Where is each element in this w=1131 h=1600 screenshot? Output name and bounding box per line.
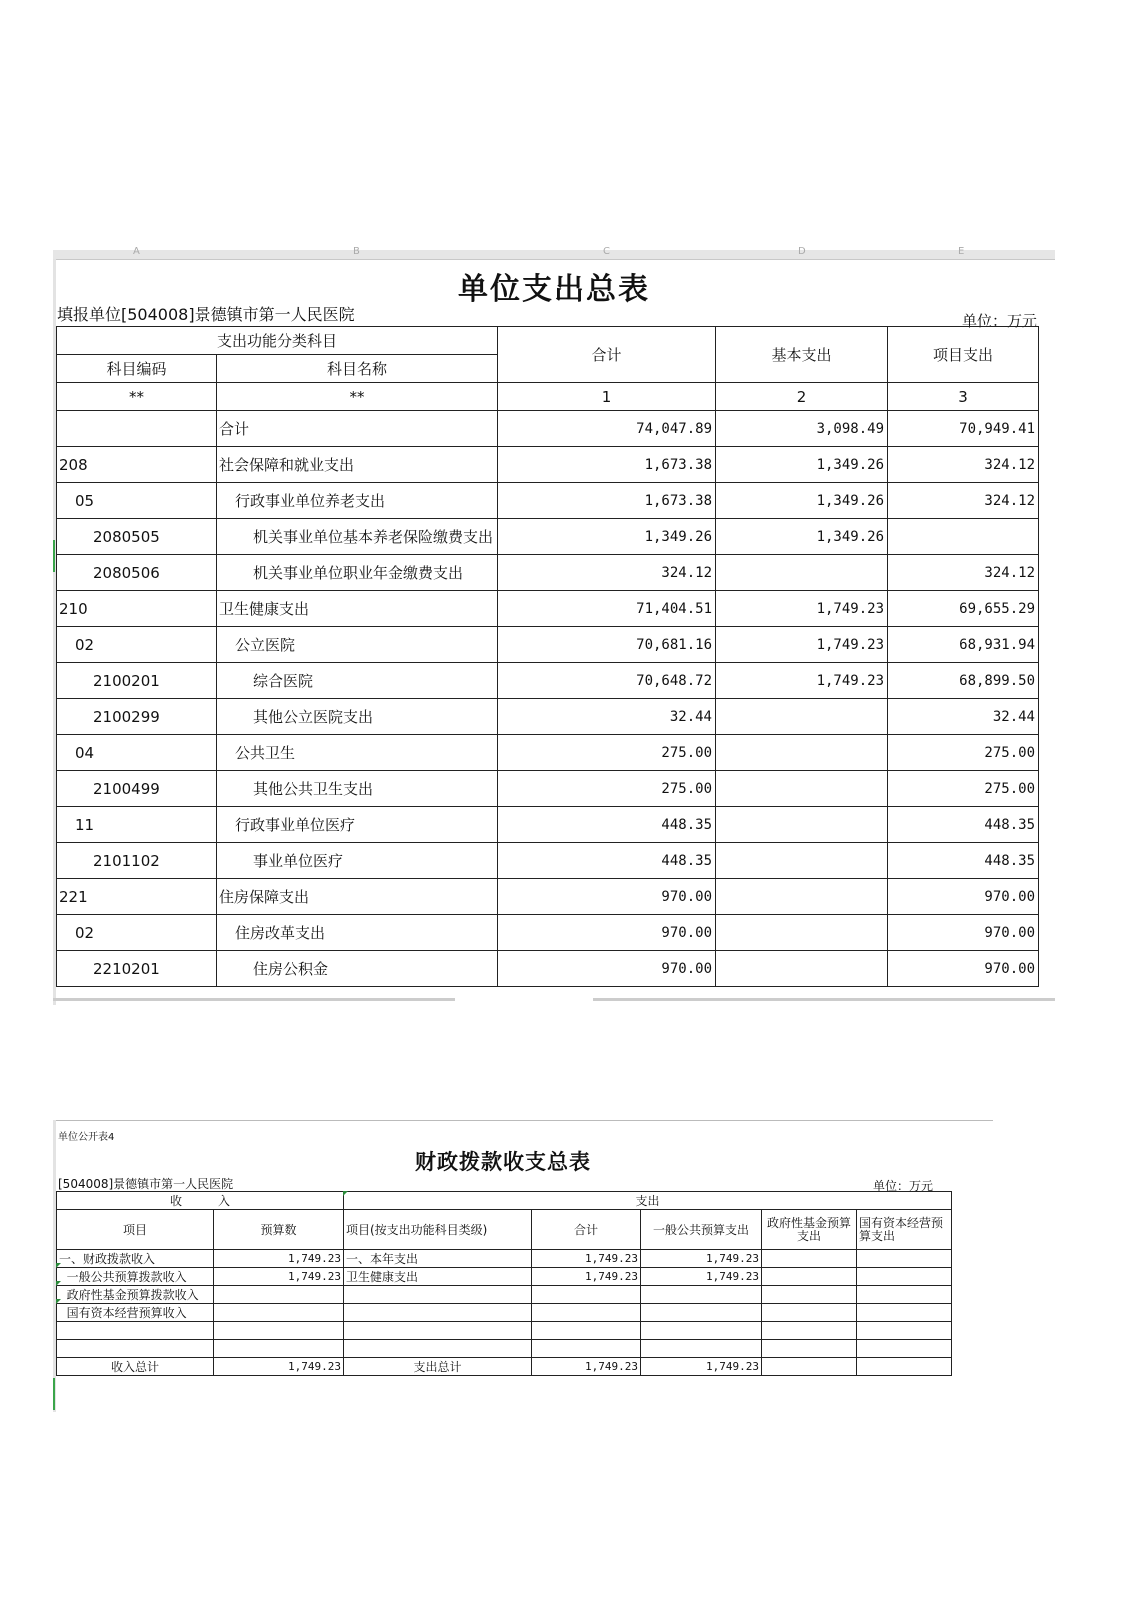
row-income-item[interactable]: 一、财政拨款收入: [57, 1250, 214, 1268]
row-basic[interactable]: [716, 951, 888, 987]
row-budget[interactable]: [214, 1304, 344, 1322]
row-total[interactable]: 1,673.38: [498, 447, 716, 483]
row-project[interactable]: 68,931.94: [888, 627, 1039, 663]
row-total[interactable]: 1,673.38: [498, 483, 716, 519]
column-letter: A: [133, 246, 140, 257]
row-income-item[interactable]: [57, 1340, 214, 1358]
column-letter: B: [353, 246, 360, 257]
row-income-item[interactable]: 国有资本经营预算收入: [57, 1304, 214, 1322]
row-total[interactable]: [532, 1286, 641, 1304]
row-name[interactable]: 社会保障和就业支出: [217, 447, 498, 483]
row-total[interactable]: 70,681.16: [498, 627, 716, 663]
header-index: 3: [888, 383, 1039, 411]
row-general[interactable]: [641, 1286, 762, 1304]
reporting-unit: [504008]景德镇市第一人民医院: [58, 1177, 234, 1191]
table-row: [57, 663, 1039, 699]
row-total[interactable]: 970.00: [498, 915, 716, 951]
cell-comment-marker: [56, 1263, 61, 1268]
table-row: [57, 1322, 952, 1340]
header-general: 一般公共预算支出: [641, 1210, 762, 1250]
sheet-title: 单位支出总表: [458, 272, 650, 307]
row-project[interactable]: 324.12: [888, 483, 1039, 519]
horizontal-scrollbar[interactable]: [593, 998, 1055, 1001]
row-basic[interactable]: [716, 699, 888, 735]
row-name[interactable]: 住房保障支出: [217, 879, 498, 915]
row-general[interactable]: 1,749.23: [641, 1268, 762, 1286]
header-income: 收 入: [57, 1192, 344, 1210]
table-row: [57, 627, 1039, 663]
table-row: [57, 915, 1039, 951]
row-project[interactable]: 448.35: [888, 807, 1039, 843]
cell-comment-marker: [56, 1281, 61, 1286]
table-row: [57, 879, 1039, 915]
row-code[interactable]: 2210201: [57, 951, 217, 987]
row-code[interactable]: [57, 411, 217, 447]
unit-label: 单位：万元: [873, 1179, 934, 1193]
row-project[interactable]: 275.00: [888, 771, 1039, 807]
header-project: 项目支出: [888, 327, 1039, 383]
row-income-item[interactable]: 一般公共预算拨款收入: [57, 1268, 214, 1286]
horizontal-scrollbar[interactable]: [53, 998, 455, 1001]
row-total[interactable]: 448.35: [498, 807, 716, 843]
row-project[interactable]: 970.00: [888, 915, 1039, 951]
header-name: 科目名称: [217, 355, 498, 383]
table-row: [57, 699, 1039, 735]
header-item: 项目: [57, 1210, 214, 1250]
header-total: 合计: [498, 327, 716, 383]
table-row: [57, 1268, 952, 1286]
column-header-bar: [53, 246, 1055, 260]
row-project[interactable]: 275.00: [888, 735, 1039, 771]
row-name[interactable]: 合计: [217, 411, 498, 447]
header-gov-fund: 政府性基金预算支出: [762, 1210, 857, 1250]
table-row: [57, 1286, 952, 1304]
row-gov-fund[interactable]: [762, 1250, 857, 1268]
row-basic[interactable]: 3,098.49: [716, 411, 888, 447]
row-gov-fund[interactable]: [762, 1340, 857, 1358]
cell-comment-marker: [343, 1191, 348, 1196]
row-basic[interactable]: [716, 843, 888, 879]
row-code[interactable]: 2100499: [57, 771, 217, 807]
header-function-category: 支出功能分类科目: [57, 327, 498, 355]
row-name[interactable]: 其他公立医院支出: [217, 699, 498, 735]
row-basic[interactable]: [716, 771, 888, 807]
table-row: [57, 411, 1039, 447]
row-name[interactable]: 机关事业单位职业年金缴费支出: [217, 555, 498, 591]
row-name[interactable]: 其他公共卫生支出: [217, 771, 498, 807]
header-code: 科目编码: [57, 355, 217, 383]
row-expense-item[interactable]: [344, 1322, 532, 1340]
table-row: [57, 555, 1039, 591]
row-income-item[interactable]: [57, 1322, 214, 1340]
row-total[interactable]: 1,349.26: [498, 519, 716, 555]
row-total[interactable]: 448.35: [498, 843, 716, 879]
column-letter: C: [603, 246, 610, 257]
table-row: [57, 951, 1039, 987]
selected-cell-marker: [53, 540, 55, 572]
row-project[interactable]: 448.35: [888, 843, 1039, 879]
row-total[interactable]: 1,749.23: [532, 1268, 641, 1286]
row-expense-item[interactable]: [344, 1340, 532, 1358]
income-total-label: 收入总计: [57, 1358, 214, 1376]
row-name[interactable]: 公立医院: [217, 627, 498, 663]
header-state-capital: 国有资本经营预算支出: [857, 1210, 952, 1250]
row-code[interactable]: 2100299: [57, 699, 217, 735]
row-basic[interactable]: 1,749.23: [716, 591, 888, 627]
header-expense-item: 项目(按支出功能科目类级): [344, 1210, 532, 1250]
row-name[interactable]: 住房改革支出: [217, 915, 498, 951]
row-expense-item[interactable]: [344, 1304, 532, 1322]
appropriation-table: [56, 1191, 952, 1376]
table-row: [57, 771, 1039, 807]
sheet-top-border: [53, 1120, 993, 1121]
header-index: **: [57, 383, 217, 411]
row-code[interactable]: 2080506: [57, 555, 217, 591]
row-general[interactable]: [641, 1340, 762, 1358]
row-name[interactable]: 机关事业单位基本养老保险缴费支出: [217, 519, 498, 555]
row-basic[interactable]: 1,749.23: [716, 627, 888, 663]
row-basic[interactable]: [716, 735, 888, 771]
table-row: [57, 843, 1039, 879]
row-name[interactable]: 行政事业单位医疗: [217, 807, 498, 843]
row-total[interactable]: 970.00: [498, 951, 716, 987]
row-state-capital[interactable]: [857, 1322, 952, 1340]
header-basic: 基本支出: [716, 327, 888, 383]
row-project[interactable]: 970.00: [888, 879, 1039, 915]
row-state-capital[interactable]: [857, 1268, 952, 1286]
row-total[interactable]: [532, 1322, 641, 1340]
row-total[interactable]: 970.00: [498, 879, 716, 915]
row-total[interactable]: 1,749.23: [532, 1250, 641, 1268]
header-expense: 支出: [344, 1192, 952, 1210]
expense-state-total: [857, 1358, 952, 1376]
row-total[interactable]: 275.00: [498, 771, 716, 807]
row-state-capital[interactable]: [857, 1304, 952, 1322]
row-basic[interactable]: 1,349.26: [716, 519, 888, 555]
row-expense-item[interactable]: [344, 1286, 532, 1304]
table-row: [57, 1250, 952, 1268]
expenditure-table: [56, 326, 1039, 987]
row-expense-item[interactable]: 卫生健康支出: [344, 1268, 532, 1286]
row-code[interactable]: 04: [57, 735, 217, 771]
row-total[interactable]: 71,404.51: [498, 591, 716, 627]
row-budget[interactable]: 1,749.23: [214, 1268, 344, 1286]
expenditure-summary-sheet: [53, 246, 1055, 1010]
row-total[interactable]: 275.00: [498, 735, 716, 771]
row-general[interactable]: [641, 1322, 762, 1340]
row-total[interactable]: 324.12: [498, 555, 716, 591]
row-total[interactable]: [532, 1340, 641, 1358]
income-total-value: 1,749.23: [214, 1358, 344, 1376]
row-name[interactable]: 卫生健康支出: [217, 591, 498, 627]
row-expense-item[interactable]: 一、本年支出: [344, 1250, 532, 1268]
row-basic[interactable]: [716, 879, 888, 915]
row-budget[interactable]: [214, 1322, 344, 1340]
expense-gov-total: [762, 1358, 857, 1376]
row-name[interactable]: 综合医院: [217, 663, 498, 699]
header-index: 1: [498, 383, 716, 411]
row-gov-fund[interactable]: [762, 1304, 857, 1322]
row-total[interactable]: 74,047.89: [498, 411, 716, 447]
selected-cell-marker: [53, 1378, 55, 1410]
reporting-unit: 填报单位[504008]景德镇市第一人民医院: [57, 305, 355, 324]
row-total[interactable]: [532, 1304, 641, 1322]
row-name[interactable]: 行政事业单位养老支出: [217, 483, 498, 519]
table-row: [57, 1304, 952, 1322]
row-basic[interactable]: 1,349.26: [716, 447, 888, 483]
column-letter: D: [798, 246, 806, 257]
expense-total-value: 1,749.23: [532, 1358, 641, 1376]
row-basic[interactable]: 1,349.26: [716, 483, 888, 519]
fiscal-appropriation-sheet: [53, 1120, 993, 1415]
row-code[interactable]: 05: [57, 483, 217, 519]
table-row: [57, 519, 1039, 555]
row-code[interactable]: 221: [57, 879, 217, 915]
table-row: [57, 447, 1039, 483]
header-index: 2: [716, 383, 888, 411]
table-row: [57, 1340, 952, 1358]
row-project[interactable]: 970.00: [888, 951, 1039, 987]
row-state-capital[interactable]: [857, 1250, 952, 1268]
table-row: [57, 591, 1039, 627]
expense-general-total: 1,749.23: [641, 1358, 762, 1376]
cell-comment-marker: [56, 1299, 61, 1304]
row-code[interactable]: 208: [57, 447, 217, 483]
row-state-capital[interactable]: [857, 1286, 952, 1304]
row-budget[interactable]: 1,749.23: [214, 1250, 344, 1268]
table-row: [57, 483, 1039, 519]
expense-total-label: 支出总计: [344, 1358, 532, 1376]
row-project[interactable]: [888, 519, 1039, 555]
table-row: [57, 735, 1039, 771]
row-project[interactable]: 324.12: [888, 555, 1039, 591]
row-code[interactable]: 11: [57, 807, 217, 843]
row-code[interactable]: 02: [57, 915, 217, 951]
row-code[interactable]: 2100201: [57, 663, 217, 699]
row-general[interactable]: 1,749.23: [641, 1250, 762, 1268]
row-project[interactable]: 69,655.29: [888, 591, 1039, 627]
row-basic[interactable]: [716, 555, 888, 591]
row-gov-fund[interactable]: [762, 1322, 857, 1340]
row-income-item[interactable]: 政府性基金预算拨款收入: [57, 1286, 214, 1304]
header-index: **: [217, 383, 498, 411]
row-project[interactable]: 324.12: [888, 447, 1039, 483]
row-basic[interactable]: [716, 915, 888, 951]
row-basic[interactable]: [716, 807, 888, 843]
row-budget[interactable]: [214, 1340, 344, 1358]
unit-label: 单位：万元: [961, 312, 1037, 330]
row-state-capital[interactable]: [857, 1340, 952, 1358]
row-code[interactable]: 2101102: [57, 843, 217, 879]
row-total[interactable]: 32.44: [498, 699, 716, 735]
column-letter: E: [958, 246, 965, 257]
header-budget: 预算数: [214, 1210, 344, 1250]
row-name[interactable]: 公共卫生: [217, 735, 498, 771]
row-code[interactable]: 2080505: [57, 519, 217, 555]
sheet-title: 财政拨款收支总表: [415, 1149, 591, 1174]
row-project[interactable]: 70,949.41: [888, 411, 1039, 447]
table-row: [57, 807, 1039, 843]
row-gov-fund[interactable]: [762, 1268, 857, 1286]
table-tag: 单位公开表4: [58, 1132, 115, 1143]
row-basic[interactable]: 1,749.23: [716, 663, 888, 699]
row-total[interactable]: 70,648.72: [498, 663, 716, 699]
row-budget[interactable]: [214, 1286, 344, 1304]
row-code[interactable]: 210: [57, 591, 217, 627]
row-gov-fund[interactable]: [762, 1286, 857, 1304]
row-project[interactable]: 32.44: [888, 699, 1039, 735]
header-total: 合计: [532, 1210, 641, 1250]
row-code[interactable]: 02: [57, 627, 217, 663]
row-project[interactable]: 68,899.50: [888, 663, 1039, 699]
row-general[interactable]: [641, 1304, 762, 1322]
row-name[interactable]: 住房公积金: [217, 951, 498, 987]
row-name[interactable]: 事业单位医疗: [217, 843, 498, 879]
